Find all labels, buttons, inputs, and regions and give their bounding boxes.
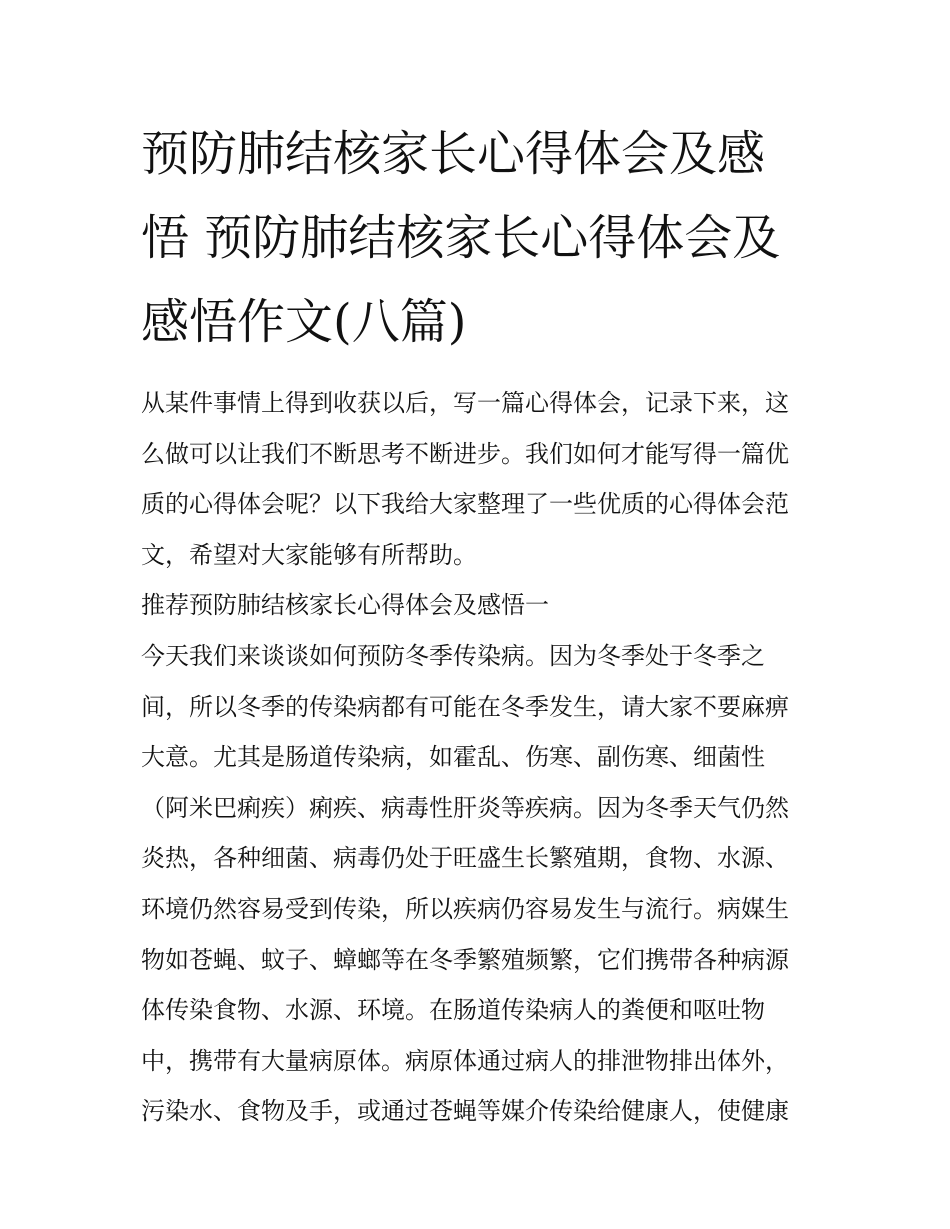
document-content — [141, 112, 813, 1137]
text-line: 间，所以冬季的传染病都有可能在冬季发生，请大家不要麻痹 — [141, 692, 789, 721]
text-line: 么做可以让我们不断思考不断进步。我们如何才能写得一篇优 — [141, 439, 789, 468]
text-line: 今天我们来谈谈如何预防冬季传染病。因为冬季处于冬季之 — [141, 641, 765, 670]
text-line: 物如苍蝇、蚊子、蟑螂等在冬季繁殖频繁，它们携带各种病源 — [141, 945, 789, 974]
title-line: 悟 预防肺结核家长心得体会及 — [141, 210, 781, 266]
text-line: 文，希望对大家能够有所帮助。 — [141, 540, 477, 569]
section-heading: 推荐预防肺结核家长心得体会及感悟一 — [141, 591, 549, 620]
title-line: 预防肺结核家长心得体会及感 — [141, 126, 766, 182]
title-line: 感悟作文(八篇) — [141, 294, 467, 350]
intro-paragraph — [141, 378, 813, 580]
text-line: （阿米巴痢疾）痢疾、病毒性肝炎等疾病。因为冬季天气仍然 — [141, 793, 789, 822]
text-line: 体传染食物、水源、环境。在肠道传染病人的粪便和呕吐物 — [141, 996, 765, 1025]
text-line: 从某件事情上得到收获以后，写一篇心得体会，记录下来，这 — [141, 389, 789, 417]
body-paragraph — [141, 631, 813, 1137]
text-line: 环境仍然容易受到传染，所以疾病仍容易发生与流行。病媒生 — [141, 894, 789, 923]
text-line: 炎热，各种细菌、病毒仍处于旺盛生长繁殖期，食物、水源、 — [141, 844, 789, 873]
document-title — [141, 112, 813, 364]
document-body — [141, 378, 813, 1137]
text-line: 质的心得体会呢？以下我给大家整理了一些优质的心得体会范 — [141, 490, 789, 519]
text-line: 污染水、食物及手，或通过苍蝇等媒介传染给健康人，使健康 — [141, 1097, 789, 1126]
text-line: 中，携带有大量病原体。病原体通过病人的排泄物排出体外， — [141, 1046, 789, 1075]
text-line: 大意。尤其是肠道传染病，如霍乱、伤寒、副伤寒、细菌性 — [141, 743, 765, 772]
